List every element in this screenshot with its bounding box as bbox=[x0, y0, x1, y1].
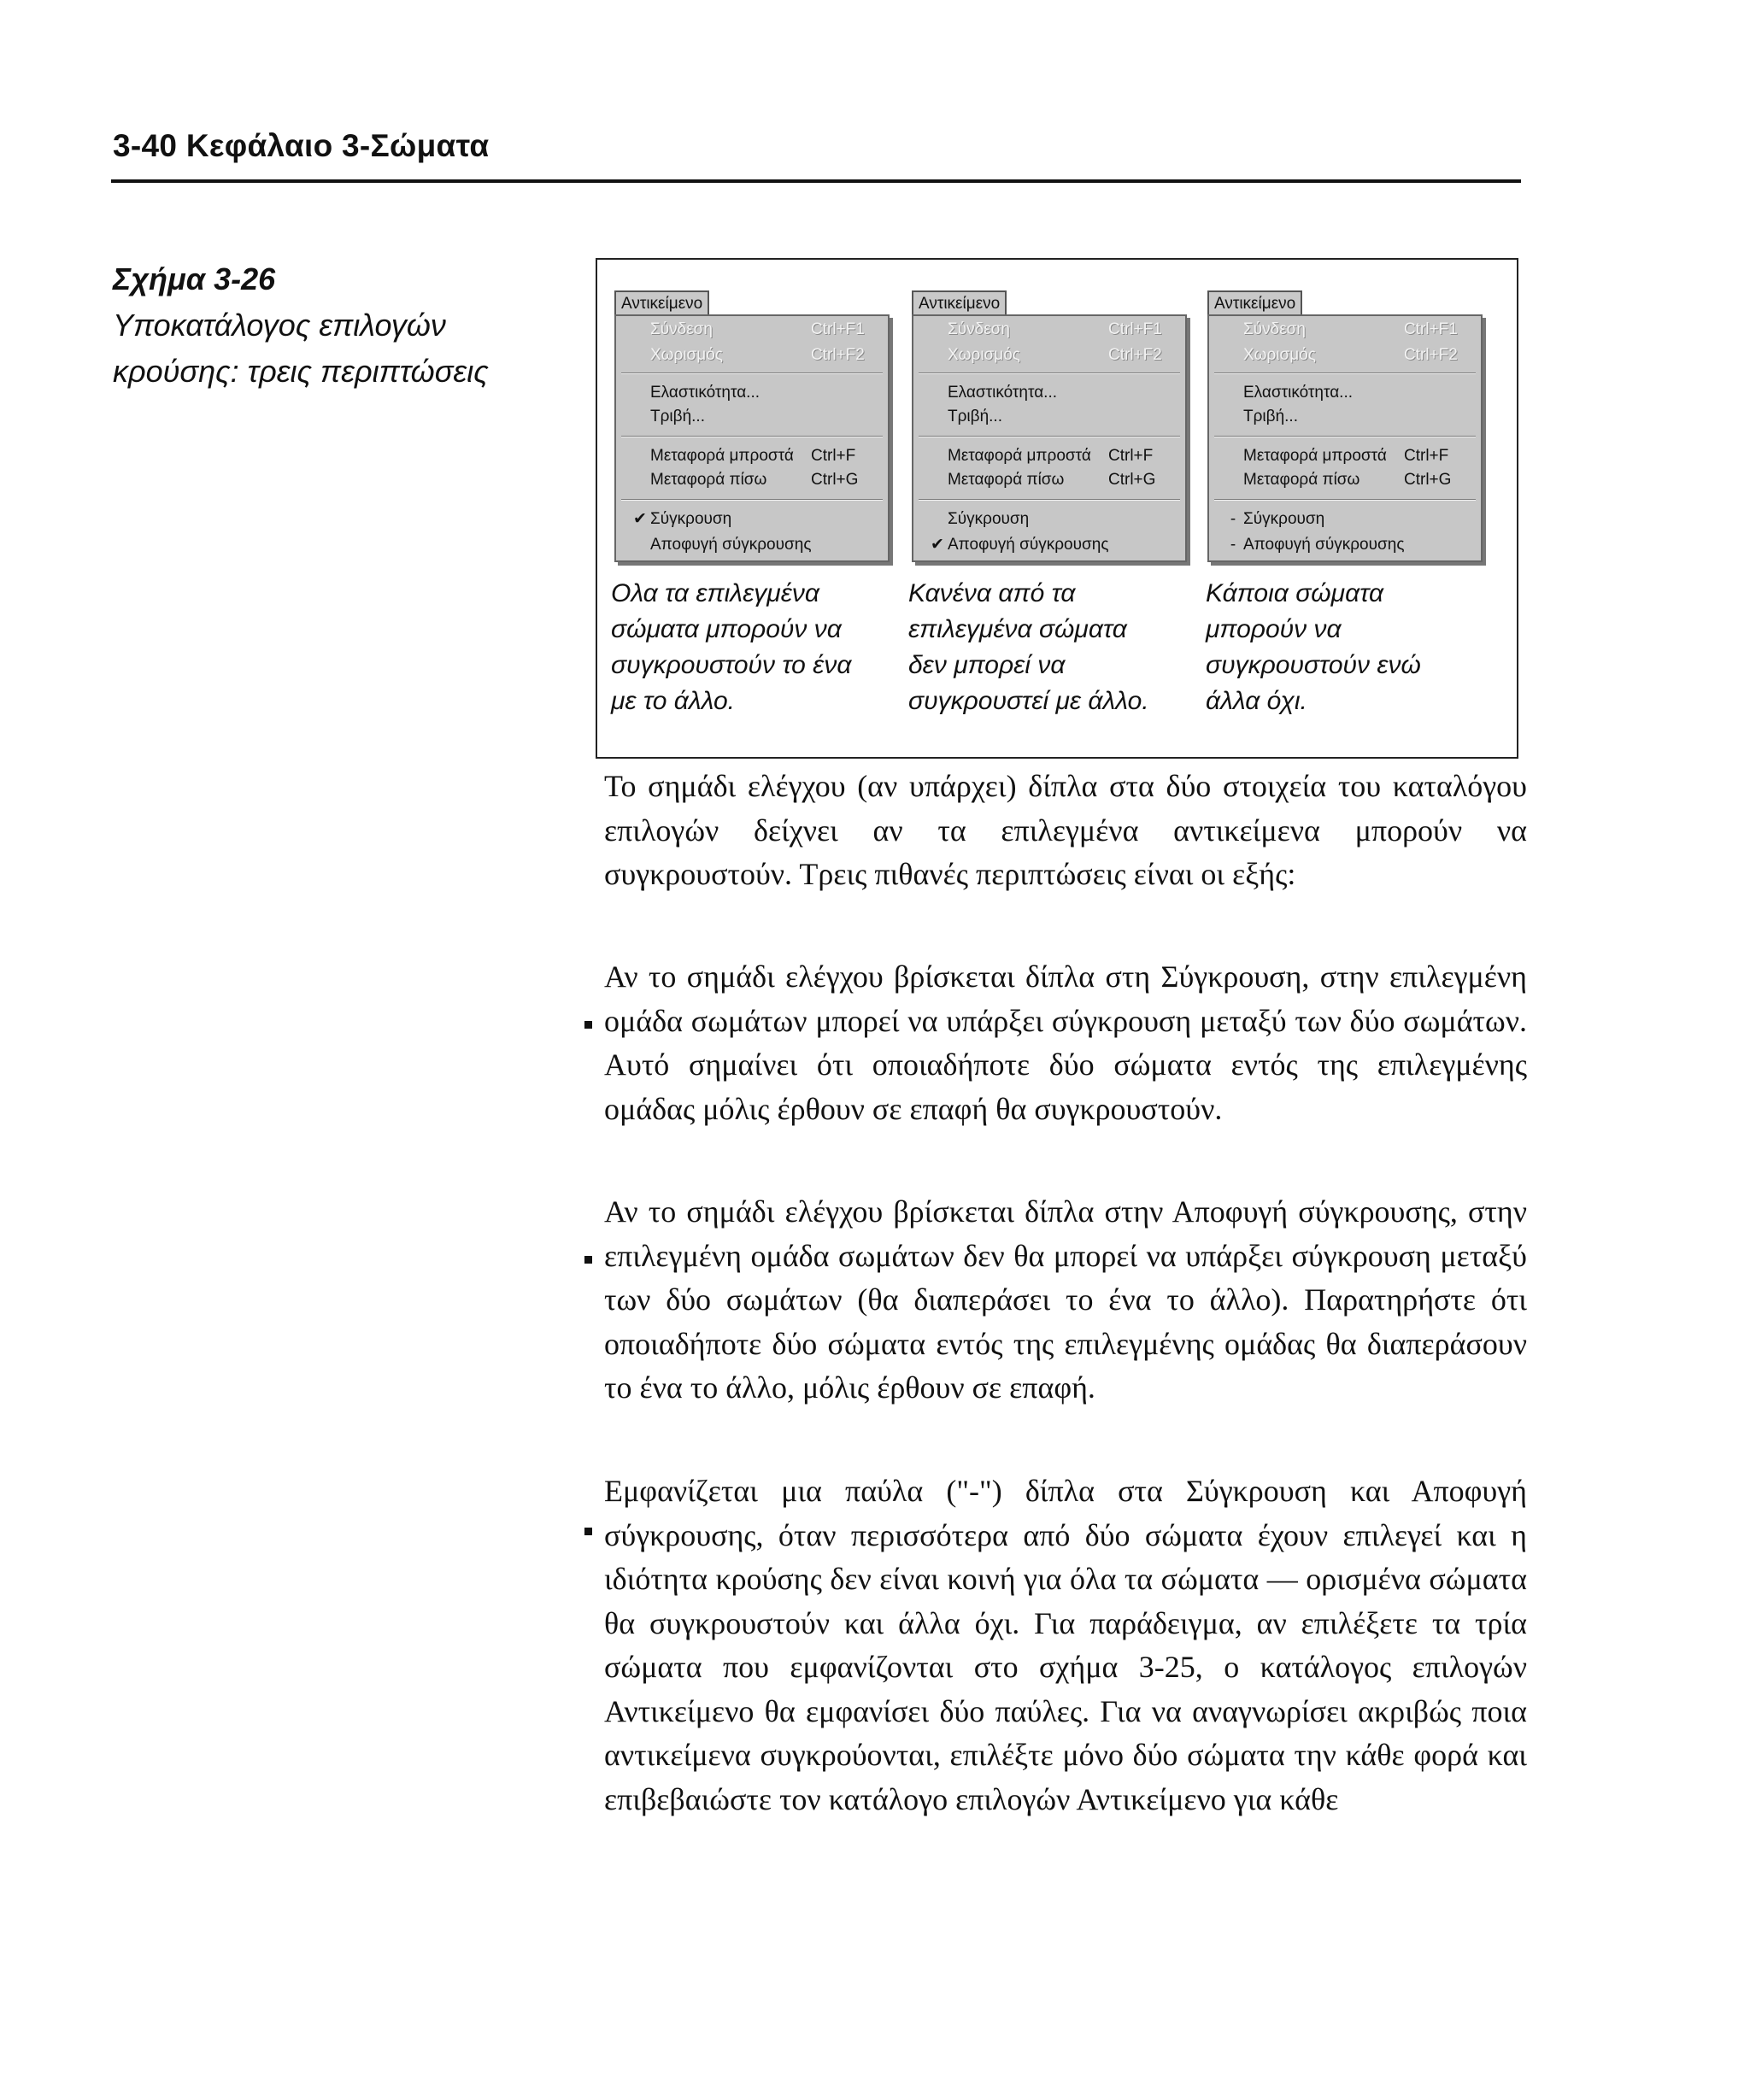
menu-item-bring-front[interactable]: Μεταφορά μπροστά Ctrl+F bbox=[650, 447, 856, 465]
menu-item-separate[interactable]: Χωρισμός Ctrl+F2 bbox=[1243, 346, 1458, 364]
bullet-paragraph-1: Αν το σημάδι ελέγχου βρίσκεται δίπλα στη Σύγκρουση, στην επιλεγμένη ομάδα σωμάτων μπορεί να υπάρξει σύγκρουση μεταξύ των δύο σωμάτων. Αυτό σημαίνει ότι οποιαδήποτε δύο σώματα εντός της επιλεγμένης ομάδας μόλις έρθουν σε επαφή θα συγκρουστούν. bbox=[604, 959, 1527, 1126]
menu-item-collide[interactable]: ✔ Σύγκρουση bbox=[616, 507, 888, 531]
object-submenu bbox=[912, 314, 1187, 562]
object-menu-panel bbox=[908, 290, 1187, 564]
menu-item-send-back[interactable]: Μεταφορά πίσω Ctrl+G bbox=[650, 471, 859, 489]
menu-separator bbox=[919, 436, 1180, 437]
object-submenu bbox=[1207, 314, 1483, 562]
panel-caption bbox=[908, 576, 1203, 719]
dash-icon: - bbox=[1230, 536, 1236, 554]
menu-separator bbox=[1214, 372, 1476, 374]
figure-caption-line: Υποκατάλογος επιλογών bbox=[113, 308, 446, 343]
panel-caption-line: σώματα μπορούν να bbox=[611, 615, 842, 643]
check-icon: ✔ bbox=[633, 510, 647, 528]
object-menu-title[interactable]: Αντικείμενο bbox=[614, 290, 709, 316]
bullet-paragraph-3: Εμφανίζεται μια παύλα ("-") δίπλα στα Σύγκρουση και Αποφυγή σύγκρουσης, όταν περισσότερα από δύο σώματα έχουν επιλεγεί και η ιδιότητα κρούσης δεν είναι κοινή για όλα τα σώματα — ορισμένα σώματα θα συγκρουστούν και άλλα όχι. Για παράδειγμα, αν επιλέξετε τα τρία σώματα που εμφανίζονται στο σχήμα 3-25, ο κατάλογος επιλογών Αντικείμενο θα εμφανίσει δύο παύλες. Για να αναγνωρίσει ακριβώς ποια αντικείμενα συγκρούονται, επιλέξτε μόνο δύο σώματα την κάθε φορά και επιβεβαιώστε τον κατάλογο επιλογών Αντικείμενο για κάθε bbox=[604, 1474, 1527, 1816]
menu-item-separate[interactable]: Χωρισμός Ctrl+F2 bbox=[650, 346, 865, 364]
panel-caption-line: συγκρουστεί με άλλο. bbox=[908, 687, 1149, 715]
figure-frame bbox=[596, 258, 1518, 759]
menu-item-separate[interactable]: Χωρισμός Ctrl+F2 bbox=[948, 346, 1162, 364]
menu-item-friction[interactable]: Τριβή... bbox=[650, 408, 705, 425]
menu-item-elasticity[interactable]: Ελαστικότητα... bbox=[1243, 384, 1354, 402]
menu-item-send-back[interactable]: Μεταφορά πίσω Ctrl+G bbox=[1243, 471, 1452, 489]
menu-separator bbox=[1214, 436, 1476, 437]
panel-caption bbox=[611, 576, 906, 719]
menu-item-elasticity[interactable]: Ελαστικότητα... bbox=[650, 384, 760, 402]
figure-caption bbox=[113, 256, 557, 395]
panel-caption-line: Κανένα από τα bbox=[908, 579, 1076, 607]
menu-item-avoid-collision[interactable]: ✔ Αποφυγή σύγκρουσης bbox=[913, 533, 1185, 557]
panel-caption-line: συγκρουστούν το ένα bbox=[611, 651, 852, 679]
figure-number: Σχήμα 3-26 bbox=[113, 261, 276, 296]
menu-item-connect[interactable]: Σύνδεση Ctrl+F1 bbox=[1243, 320, 1458, 338]
panel-caption bbox=[1206, 576, 1500, 719]
menu-item-connect[interactable]: Σύνδεση Ctrl+F1 bbox=[948, 320, 1162, 338]
panel-caption-line: επιλεγμένα σώματα bbox=[908, 615, 1127, 643]
menu-separator bbox=[919, 499, 1180, 501]
bullet-icon bbox=[584, 1256, 592, 1264]
header-rule bbox=[111, 179, 1521, 183]
panel-caption-line: με το άλλο. bbox=[611, 687, 736, 715]
panel-caption-line: δεν μπορεί να bbox=[908, 651, 1066, 679]
menu-item-connect[interactable]: Σύνδεση Ctrl+F1 bbox=[650, 320, 865, 338]
menu-separator bbox=[621, 372, 883, 374]
panel-caption-line: άλλα όχι. bbox=[1206, 687, 1307, 715]
panel-caption-line: Ολα τα επιλεγμένα bbox=[611, 579, 819, 607]
object-menu-panel bbox=[1204, 290, 1483, 564]
bullet-icon bbox=[584, 1528, 592, 1535]
menu-item-collide[interactable]: Σύγκρουση bbox=[948, 510, 1030, 528]
menu-item-friction[interactable]: Τριβή... bbox=[948, 408, 1002, 425]
check-icon: ✔ bbox=[931, 536, 944, 554]
bullet-icon bbox=[584, 1021, 592, 1029]
intro-paragraph: Το σημάδι ελέγχου (αν υπάρχει) δίπλα στα δύο στοιχεία του καταλόγου επιλογών δείχνει αν τα επιλεγμένα αντικείμενα μπορούν να συγκρουστούν. Τρεις πιθανές περιπτώσεις είναι οι εξής: bbox=[604, 769, 1527, 891]
page-header: 3-40 Κεφάλαιο 3-Σώματα bbox=[113, 128, 490, 163]
panel-caption-line: συγκρουστούν ενώ bbox=[1206, 651, 1421, 679]
figure-caption-line: κρούσης: τρεις περιπτώσεις bbox=[113, 354, 489, 389]
bullet-paragraph-2: Αν το σημάδι ελέγχου βρίσκεται δίπλα στην Αποφυγή σύγκρουσης, στην επιλεγμένη ομάδα σωμάτων δεν θα μπορεί να υπάρξει σύγκρουση μεταξύ των δύο σωμάτων (θα διαπεράσει το ένα το άλλο). Παρατηρήστε ότι οποιαδήποτε δύο σώματα εντός της επιλεγμένης ομάδας θα διαπεράσουν το ένα το άλλο, μόλις έρθουν σε επαφή. bbox=[604, 1194, 1527, 1405]
menu-item-bring-front[interactable]: Μεταφορά μπροστά Ctrl+F bbox=[1243, 447, 1449, 465]
menu-item-bring-front[interactable]: Μεταφορά μπροστά Ctrl+F bbox=[948, 447, 1154, 465]
menu-item-elasticity[interactable]: Ελαστικότητα... bbox=[948, 384, 1058, 402]
object-menu-title[interactable]: Αντικείμενο bbox=[1207, 290, 1302, 316]
menu-separator bbox=[919, 372, 1180, 374]
menu-item-collide[interactable]: - Σύγκρουση bbox=[1209, 507, 1481, 531]
dash-icon: - bbox=[1230, 510, 1236, 528]
panel-caption-line: Κάποια σώματα bbox=[1206, 579, 1384, 607]
panel-caption-line: μπορούν να bbox=[1206, 615, 1342, 643]
menu-separator bbox=[621, 499, 883, 501]
object-menu-title[interactable]: Αντικείμενο bbox=[912, 290, 1007, 316]
menu-item-avoid-collision[interactable]: Αποφυγή σύγκρουσης bbox=[650, 536, 812, 554]
menu-item-avoid-collision[interactable]: - Αποφυγή σύγκρουσης bbox=[1209, 533, 1481, 557]
menu-separator bbox=[1214, 499, 1476, 501]
object-submenu bbox=[614, 314, 890, 562]
menu-item-friction[interactable]: Τριβή... bbox=[1243, 408, 1298, 425]
menu-separator bbox=[621, 436, 883, 437]
object-menu-panel bbox=[611, 290, 890, 564]
menu-item-send-back[interactable]: Μεταφορά πίσω Ctrl+G bbox=[948, 471, 1156, 489]
